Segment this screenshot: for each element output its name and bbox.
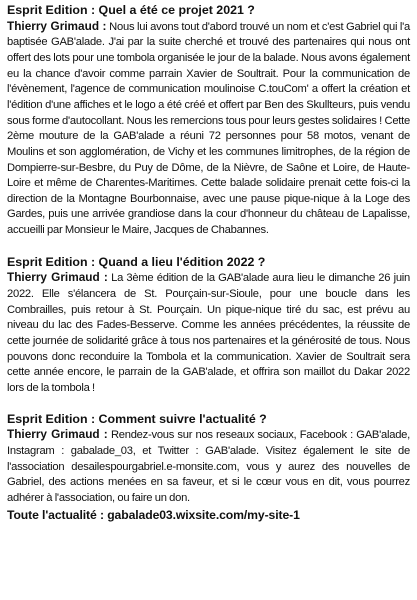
interview-section-3 [7,412,410,523]
interview-section-2 [7,255,410,397]
speaker-name: Thierry Grimaud : [7,270,108,285]
question-heading: Esprit Edition : Comment suivre l'actualité ? [7,411,267,426]
answer-paragraph [7,270,410,396]
answer-paragraph [7,19,410,239]
answer-text: Rendez-vous sur nos reseaux sociaux, Facebook : GAB'alade, Instagram : gabalade_03, et Twitter : GAB'alade. Visitez également le site de l'association desailespourgabriel.e-monsite.com, vous y aurez des nouvelles de Gabriel, des actions menées en sa faveur, et si le cœur vous en dit, vous pourrez adhérer à l'association, ou faire un don. [7,429,411,504]
interview-section-1 [7,3,410,239]
section-spacer [7,239,410,255]
speaker-name: Thierry Grimaud : [7,427,108,442]
answer-text: La 3ème édition de la GAB'alade aura lieu le dimanche 26 juin 2022. Elle s'élancera de St. Pourçain-sur-Sioule, pour une boucle dans les Combrailles, puis retour à St. Pourçain. Un pique-nique tiré du sac, est prévu au niveau du lac des Fades-Besserve. Comme les années précédentes, la réussite de cette journée de solidarité grâce à tous nos partenaires et la générosité de tous. Nous pouvons donc reconduire la Tombola et la communication. Xavier de Soultrait sera cette année encore, le parrain de la GAB'alade, et offrira son maillot du Dakar 2022 lors de la tombola ! [7,272,411,394]
speaker-name: Thierry Grimaud : [7,18,107,33]
question-heading: Esprit Edition : Quand a lieu l'édition 2022 ? [7,254,266,269]
website-link-line: Toute l'actualité : gabalade03.wixsite.com/my-site-1 [7,507,300,522]
answer-paragraph [7,427,410,506]
question-heading: Esprit Edition : Quel a été ce projet 2021 ? [7,3,255,17]
answer-text: Nous lui avons tout d'abord trouvé un nom et c'est Gabriel qui l'a baptisée GAB'alade. J'ai par la suite cherché et trouvé des partenaires qui nous ont offert des lots pour une tombola organisée le jour de la balade. Nous avons également eu la chance d'avoir comme parrain Xavier de Soultrait. Pour la communication de l'évènement, l'agence de communication moulinoise C.touCom' a offert la création et l'édition d'une affiches et le logo a été créé et offert par Ben des Skullteurs, puis vendu sous forme d'autocollant. Nous les remercions tous pour leurs gestes solidaires ! Cette 2ème mouture de la GAB'alade a réuni 72 personnes pour 58 motos, venant de Moulins et son agglomération, de Vichy et les communes limitrophes, de la région de Dompierre-sur-Besbre, du Puy de Dôme, de la Nièvre, de Saône et Loire, de Haute-Loire et même de Charentes-Maritimes. Cette balade solidaire prenait cette fois-ci la direction de la Montagne Bourbonnaise, avec une pause pique-nique à la Loge des Gardes, puis une arrivée grandiose dans la cour d'honneur du château de Lapalisse, accueilli par Monsieur le Maire, Jacques de Chabannes. [7,20,410,237]
section-spacer [7,397,410,412]
